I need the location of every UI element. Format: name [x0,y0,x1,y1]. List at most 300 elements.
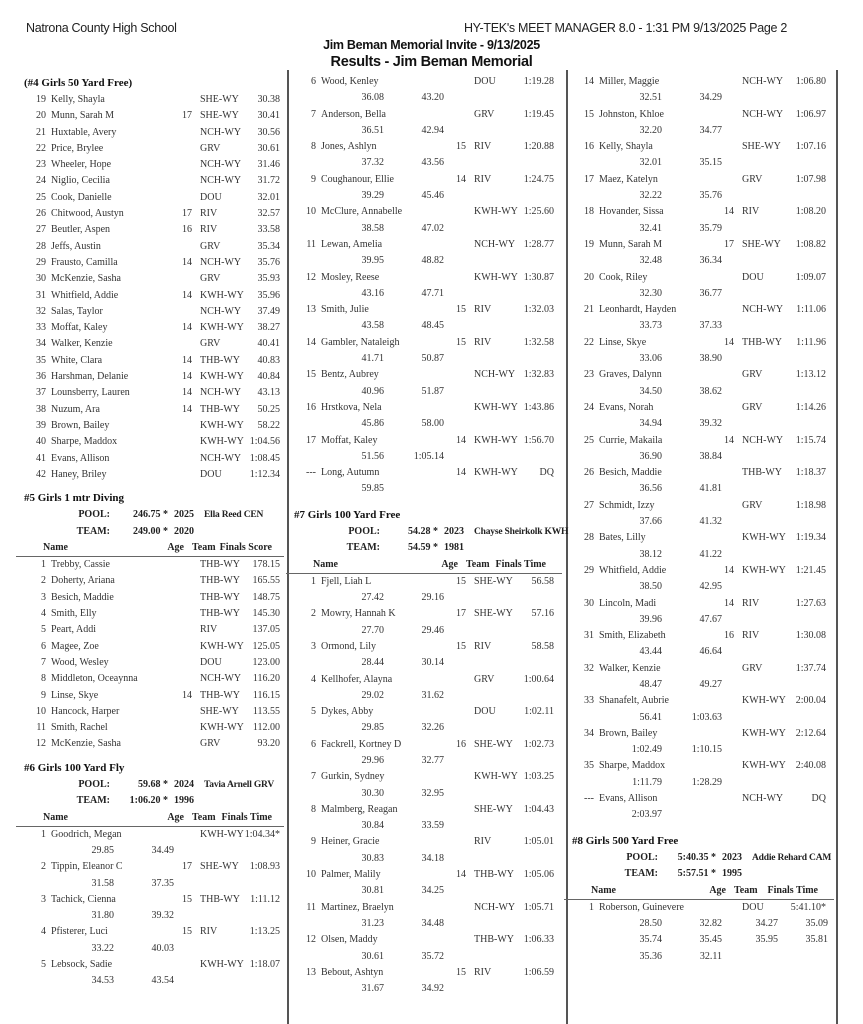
record-year: 2024 [174,778,194,790]
software-info: HY-TEK's MEET MANAGER 8.0 - 1:31 PM 9/13/2025 Page 2 [463,21,787,35]
result-place: 8 [311,141,316,153]
result-place: 32 [36,305,46,317]
split-time: 47.02 [421,222,444,234]
swimmer-team: RIV [742,206,760,218]
swimmer-team: KWH-WY [474,401,518,413]
swimmer-age: 14 [724,336,734,348]
split-time: 29.02 [361,689,384,701]
split-time: 32.11 [699,950,722,962]
swimmer-age: 14 [456,467,466,479]
split-row [572,514,834,530]
split-time: 28.44 [361,657,384,669]
swimmer-team: KWH-WY [200,828,244,840]
result-row [24,704,284,720]
result-row [572,74,834,90]
result-row [294,74,562,90]
split-row [572,286,834,302]
split-time: 39.95 [361,255,384,267]
split-time: 41.32 [699,516,722,528]
result-place: 23 [36,159,46,171]
swimmer-team: KWH-WY [742,727,786,739]
result-row [24,557,284,573]
split-time: 29.85 [91,844,114,856]
split-time: 30.84 [361,820,384,832]
result-row [294,672,562,688]
result-time: 1:04.34* [244,828,280,840]
split-row [572,481,834,497]
swimmer-team: THB-WY [200,575,240,587]
result-place: 24 [584,401,594,413]
result-time: 1:06.33 [523,934,554,946]
result-place: 1 [41,559,46,571]
result-time: 40.41 [257,338,280,350]
split-row [294,688,562,704]
result-row [572,900,834,916]
split-time: 30.14 [421,657,444,669]
split-time: 34.27 [755,917,778,929]
swimmer-team: SHE-WY [474,738,513,750]
swimmer-name: Palmer, Malily [321,869,381,881]
split-row [294,949,562,965]
split-time: 35.45 [699,934,722,946]
result-time: 31.46 [257,159,280,171]
result-place: 11 [306,901,316,913]
swimmer-team: RIV [200,208,218,220]
result-place: 2 [41,861,46,873]
split-row [572,449,834,465]
swimmer-name: Moffat, Kaley [51,322,108,334]
split-time: 34.50 [639,385,662,397]
result-time: 35.96 [257,289,280,301]
result-place: 9 [41,689,46,701]
split-row [572,807,834,823]
split-time: 34.53 [91,975,114,987]
result-time: 123.00 [252,656,280,668]
result-row [24,206,284,222]
swimmer-age: 17 [182,861,192,873]
swimmer-team: GRV [742,173,763,185]
result-time: 50.25 [257,403,280,415]
record-year: 1981 [444,542,464,554]
record-holder: Addie Rehard CAM [752,852,832,863]
swimmer-name: Mosley, Reese [321,271,380,283]
result-row [572,237,834,253]
split-row [572,579,834,595]
swimmer-team: RIV [200,624,218,636]
split-time: 35.81 [805,934,828,946]
result-time: 1:06.97 [795,108,826,120]
result-row [572,400,834,416]
split-time: 40.03 [151,942,174,954]
result-place: 4 [41,926,46,938]
record-year: 2023 [444,525,464,537]
swimmer-name: Sharpe, Maddox [51,436,118,448]
result-row [294,302,562,318]
result-row [294,400,562,416]
split-row [294,916,562,932]
split-time: 35.95 [755,934,778,946]
result-time: 125.05 [252,640,280,652]
record-label: TEAM: [346,542,380,554]
team-record-row [24,524,284,541]
result-row [294,867,562,883]
swimmer-team: RIV [474,304,492,316]
school-name: Natrona County High School [26,21,177,35]
result-time: 1:13.12 [795,369,826,381]
swimmer-age: 14 [182,256,192,268]
swimmer-name: Smith, Elizabeth [599,630,666,642]
split-time: 36.90 [639,450,662,462]
result-place: 19 [584,238,594,250]
swimmer-team: NCH-WY [742,434,784,446]
spacer [294,498,562,506]
split-row [294,981,562,997]
record-time: 1:06.20 * [129,795,168,807]
result-row [294,802,562,818]
split-time: 33.73 [639,320,662,332]
swimmer-team: RIV [474,336,492,348]
split-time: 39.96 [639,613,662,625]
result-place: 12 [36,738,46,750]
swimmer-team: THB-WY [200,608,240,620]
result-row [572,726,834,742]
swimmer-team: RIV [474,640,492,652]
swimmer-name: Magee, Zoe [51,640,99,652]
result-place: 31 [36,289,46,301]
split-time: 1:11.79 [632,776,662,788]
result-time: 38.27 [257,322,280,334]
result-time: 113.55 [252,705,280,717]
result-row [294,834,562,850]
result-row [24,141,284,157]
result-place: 1 [311,575,316,587]
record-label: TEAM: [76,795,110,807]
swimmer-name: Kelly, Shayla [599,141,653,153]
split-row [572,775,834,791]
column-header-age: Age [709,884,726,896]
swimmer-team: GRV [742,369,763,381]
result-time: 1:13.25 [249,926,280,938]
event-title: #5 Girls 1 mtr Diving [24,492,125,505]
swimmer-age: 14 [182,689,192,701]
record-time: 5:57.51 * [677,868,716,880]
result-place: 9 [311,173,316,185]
swimmer-team: NCH-WY [200,175,242,187]
split-time: 41.81 [699,483,722,495]
result-row [572,335,834,351]
result-row [24,418,284,434]
swimmer-name: Nuzum, Ara [51,403,100,415]
column-header-result: Finals Score [219,542,272,554]
result-place: 22 [584,336,594,348]
split-time: 31.23 [361,917,384,929]
swimmer-team: NCH-WY [742,793,784,805]
result-row [24,157,284,173]
swimmer-name: Ormond, Lily [321,640,376,652]
swimmer-name: Haney, Briley [51,468,107,480]
column-divider [566,70,568,1024]
record-time: 249.00 * [133,525,168,537]
record-label: TEAM: [624,868,658,880]
column-header [564,883,834,900]
pool-record-row [24,507,284,524]
result-row [294,172,562,188]
result-time: 31.72 [257,175,280,187]
split-row [572,318,834,334]
swimmer-team: DOU [200,468,222,480]
swimmer-age: 15 [456,336,466,348]
results-title: Results - Jim Beman Memorial [330,54,533,70]
result-place: 3 [41,591,46,603]
split-time: 32.48 [639,255,662,267]
column-header-name: Name [43,542,68,554]
result-place: 34 [584,727,594,739]
split-time: 40.96 [361,385,384,397]
split-time: 37.66 [639,516,662,528]
split-time: 36.08 [361,92,384,104]
split-row [294,416,562,432]
swimmer-name: Johnston, Khloe [599,108,664,120]
split-row [572,677,834,693]
swimmer-name: Besich, Maddie [51,591,114,603]
swimmer-team: NCH-WY [200,126,242,138]
result-time: 1:18.07 [249,959,280,971]
result-row [24,573,284,589]
swimmer-age: 17 [724,238,734,250]
column-header-name: Name [591,884,616,896]
swimmer-name: Munn, Sarah M [51,110,115,122]
result-place: 9 [311,836,316,848]
split-time: 43.16 [361,287,384,299]
result-row [294,107,562,123]
swimmer-team: RIV [742,630,760,642]
result-row [572,693,834,709]
column-header-name: Name [43,811,68,823]
result-place: 32 [584,662,594,674]
result-row [294,965,562,981]
split-time: 33.59 [421,820,444,832]
swimmer-team: THB-WY [742,336,782,348]
result-time: 1:32.03 [523,304,554,316]
result-place: 14 [306,336,316,348]
split-time: 39.32 [151,910,174,922]
team-record-row [572,866,834,883]
result-time: 1:02.11 [524,706,554,718]
swimmer-age: 17 [182,110,192,122]
swimmer-team: SHE-WY [474,608,513,620]
swimmer-team: RIV [742,597,760,609]
swimmer-team: SHE-WY [200,110,239,122]
result-row [294,769,562,785]
swimmer-team: DOU [200,191,222,203]
swimmer-name: Bebout, Ashtyn [321,966,384,978]
split-row [572,188,834,204]
split-time: 38.12 [639,548,662,560]
result-time: 57.16 [531,608,554,620]
split-time: 34.29 [699,92,722,104]
result-place: 6 [311,76,316,87]
result-row [24,671,284,687]
swimmer-name: Heiner, Gracie [321,836,380,848]
split-row [572,416,834,432]
result-time: 1:19.34 [795,532,826,544]
result-place: 42 [36,468,46,480]
result-row [24,288,284,304]
result-place: 13 [306,966,316,978]
split-row [294,481,562,497]
results-column-3 [572,74,834,965]
swimmer-name: Pfisterer, Luci [51,926,108,938]
split-time: 29.96 [361,754,384,766]
split-time: 41.71 [361,353,384,365]
swimmer-team: THB-WY [200,403,240,415]
result-place: --- [584,793,594,805]
swimmer-name: Moffat, Kaley [321,434,378,446]
record-time: 59.68 * [138,778,168,790]
swimmer-age: 15 [456,575,466,587]
swimmer-team: KWH-WY [474,467,518,479]
swimmer-name: Cook, Danielle [51,191,112,203]
split-time: 30.61 [361,950,384,962]
swimmer-team: KWH-WY [742,695,786,707]
result-row [572,433,834,449]
swimmer-team: SHE-WY [200,705,239,717]
swimmer-name: Hancock, Harper [51,705,120,717]
swimmer-team: NCH-WY [474,901,516,913]
result-place: 17 [306,434,316,446]
split-row [294,449,562,465]
split-time: 29.16 [421,592,444,604]
result-place: 7 [311,108,316,120]
split-row [294,384,562,400]
swimmer-name: Frausto, Camilla [51,256,118,268]
record-time: 5:40.35 * [677,851,716,863]
result-row [572,530,834,546]
split-row [572,949,834,965]
result-time: 112.00 [252,722,280,734]
swimmer-team: NCH-WY [200,452,242,464]
result-row [24,688,284,704]
result-time: 35.34 [257,240,280,252]
swimmer-name: Price, Brylee [51,142,104,154]
swimmer-name: Kelly, Shayla [51,94,105,105]
swimmer-age: 14 [182,387,192,399]
swimmer-age: 14 [724,564,734,576]
swimmer-name: Smith, Rachel [51,722,108,734]
record-time: 246.75 * [133,509,168,521]
result-time: 33.58 [257,224,280,236]
result-row [294,335,562,351]
swimmer-team: THB-WY [474,934,514,946]
swimmer-age: 14 [182,322,192,334]
result-time: 93.20 [257,738,280,750]
split-row [24,973,284,989]
split-time: 39.32 [699,418,722,430]
split-time: 1:28.29 [691,776,722,788]
swimmer-name: Smith, Julie [321,304,369,316]
swimmer-age: 14 [724,597,734,609]
result-row [24,606,284,622]
result-time: 1:27.63 [795,597,826,609]
result-place: 4 [41,608,46,620]
result-row [572,661,834,677]
result-row [294,639,562,655]
column-divider [836,70,838,1024]
result-row [24,304,284,320]
result-place: 28 [584,532,594,544]
result-place: 18 [584,206,594,218]
result-row [294,139,562,155]
result-place: 37 [36,387,46,399]
split-time: 45.46 [421,190,444,202]
swimmer-team: KWH-WY [200,436,244,448]
split-time: 43.44 [639,646,662,658]
swimmer-team: KWH-WY [474,771,518,783]
swimmer-team: THB-WY [200,591,240,603]
result-place: 27 [584,499,594,511]
record-time: 54.28 * [408,525,438,537]
swimmer-name: Hrstkova, Nela [321,401,382,413]
result-row [24,402,284,418]
split-time: 43.54 [151,975,174,987]
split-time: 34.18 [421,852,444,864]
record-label: POOL: [348,525,380,537]
result-place: 3 [41,893,46,905]
swimmer-team: NCH-WY [742,76,784,87]
split-time: 30.30 [361,787,384,799]
result-place: 34 [36,338,46,350]
result-time: 1:19.45 [523,108,554,120]
result-time: 1:12.34 [249,468,280,480]
result-row [572,139,834,155]
split-time: 47.67 [699,613,722,625]
swimmer-team: GRV [200,338,221,350]
split-row [294,655,562,671]
swimmer-name: Lebsock, Sadie [51,959,113,971]
swimmer-name: Wood, Kenley [321,76,379,87]
record-label: TEAM: [76,525,110,537]
result-place: 31 [584,630,594,642]
split-time: 27.70 [361,624,384,636]
result-time: 40.84 [257,371,280,383]
result-time: 1:00.64 [523,673,554,685]
result-place: 16 [584,141,594,153]
result-row [294,433,562,449]
swimmer-name: Currie, Makaila [599,434,663,446]
split-row [572,90,834,106]
swimmer-team: KWH-WY [742,532,786,544]
split-row [294,786,562,802]
swimmer-name: Middleton, Oceaynna [51,673,138,685]
swimmer-team: NCH-WY [474,369,516,381]
result-row [294,204,562,220]
swimmer-name: Lincoln, Madi [599,597,657,609]
result-place: 35 [584,760,594,772]
record-year: 2023 [722,851,742,863]
swimmer-team: DOU [742,271,764,283]
column-header-team: Team [192,542,216,554]
split-row [294,188,562,204]
swimmer-age: 17 [456,608,466,620]
result-time: 30.56 [257,126,280,138]
split-time: 38.58 [361,222,384,234]
swimmer-name: Anderson, Bella [321,108,386,120]
result-time: 30.61 [257,142,280,154]
event-title: #6 Girls 100 Yard Fly [24,761,125,774]
swimmer-team: RIV [474,836,492,848]
split-time: 27.42 [361,592,384,604]
split-time: 48.47 [639,678,662,690]
